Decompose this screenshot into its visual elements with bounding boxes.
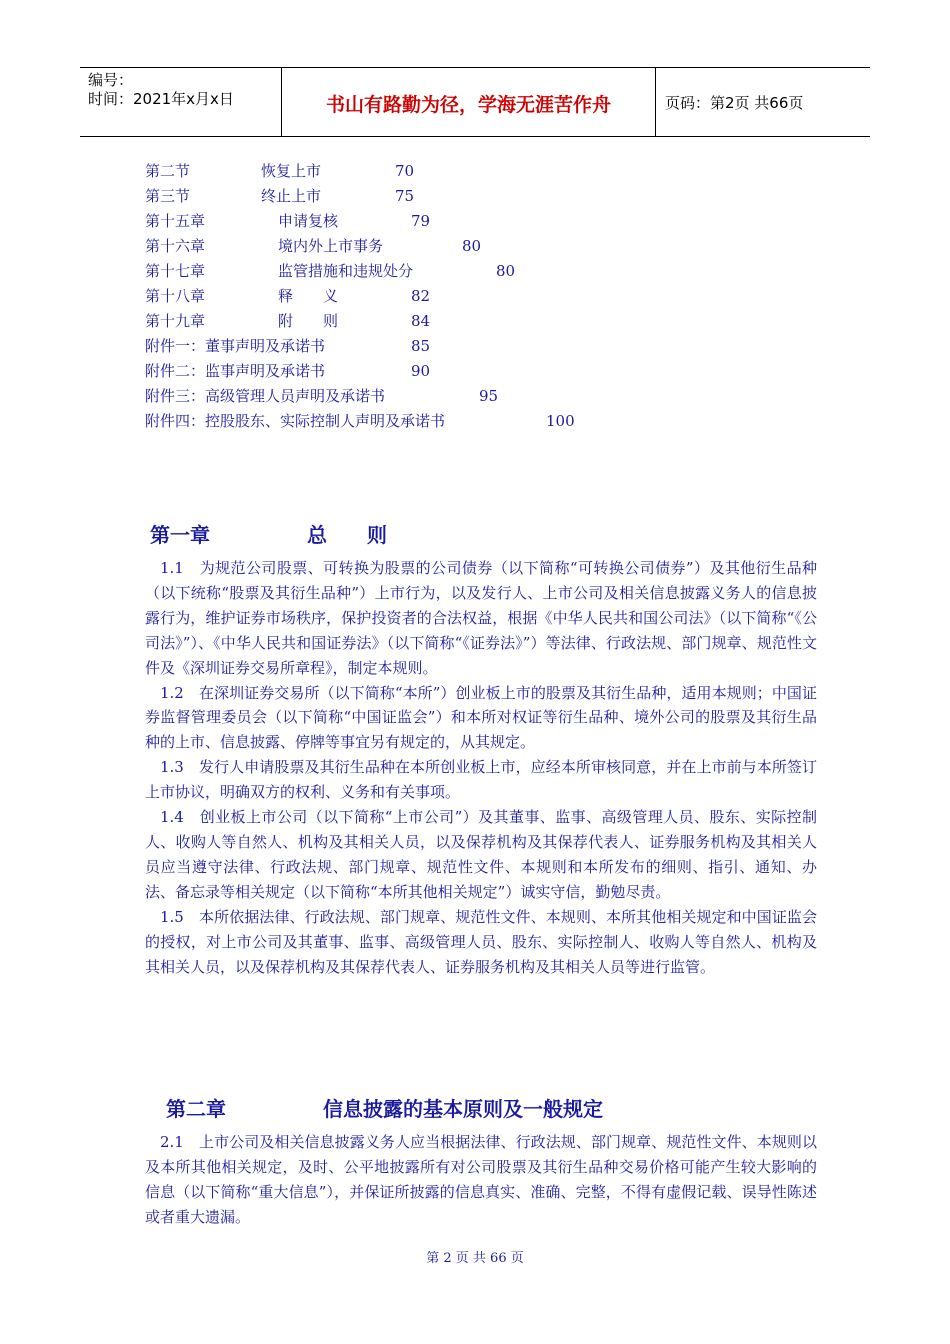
toc-row (145, 184, 745, 209)
toc-section: 附件一：董事声明及承诺书 (145, 337, 326, 355)
toc-title: 监管措施和违规处分 (278, 262, 414, 280)
article-paragraph: 1.3 发行人申请股票及其衍生品种在本所创业板上市，应经本所审核同意，并在上市前与本所签订上市协议，明确双方的权利、义务和有关事项。 (145, 758, 817, 802)
toc-section: 第十九章 (145, 312, 206, 330)
header-motto: 书山有路勤为径，学海无涯苦作舟 (325, 94, 611, 116)
toc-section: 第十七章 (145, 262, 206, 280)
article-paragraph: 2.1 上市公司及相关信息披露义务人应当根据法律、行政法规、部门规章、规范性文件、本规则以及本所其他相关规定，及时、公平地披露所有对公司股票及其衍生品种交易价格可能产生较大影响的信息（以下简称“重大信息”），并保证所披露的信息真实、准确、完整，不得有虚假记载、误导性陈述或者重大遗漏。 (145, 1133, 817, 1226)
toc-row (145, 284, 745, 309)
header-page-number: 页码：第2页 共66页 (665, 94, 804, 112)
toc-page: 84 (411, 312, 431, 330)
header-divider (655, 68, 656, 136)
toc-title: 释 义 (278, 287, 339, 305)
toc-section: 第十八章 (145, 287, 206, 305)
toc-section: 附件三：高级管理人员声明及承诺书 (145, 387, 386, 405)
toc-row (145, 234, 745, 259)
toc-section: 第十六章 (145, 237, 206, 255)
toc-page: 70 (395, 162, 415, 180)
toc-page: 82 (411, 287, 431, 305)
toc-title: 申请复核 (278, 212, 339, 230)
toc-row (145, 159, 745, 184)
toc-section: 第三节 (145, 187, 191, 205)
toc-section: 附件二：监事声明及承诺书 (145, 362, 326, 380)
toc-row (145, 409, 745, 434)
chapter-title: 信息披露的基本原则及一般规定 (323, 1097, 603, 1121)
page-header (80, 67, 870, 137)
toc-section: 第十五章 (145, 212, 206, 230)
chapter-number: 第一章 (150, 523, 210, 547)
toc-page: 85 (411, 337, 431, 355)
article-paragraph: 1.2 在深圳证券交易所（以下简称“本所”）创业板上市的股票及其衍生品种，适用本规则；中国证券监督管理委员会（以下简称“中国证监会”）和本所对权证等衍生品种、境外公司的股票及其衍生品种的上市、信息披露、停牌等事宜另有规定的，从其规定。 (145, 683, 817, 752)
document-number-label: 编号： (88, 71, 134, 89)
toc-title: 恢复上市 (261, 162, 322, 180)
article-paragraph: 1.1 为规范公司股票、可转换为股票的公司债券（以下简称“可转换公司债券”）及其他衍生品种（以下统称“股票及其衍生品种”）上市行为，以及发行人、上市公司及相关信息披露义务人的信息披露行为，维护证券市场秩序，保护投资者的合法权益，根据《中华人民共和国公司法》（以下简称“《公司法》”）、《中华人民共和国证券法》（以下简称“《证券法》”）等法律、行政法规、部门规章、规范性文件及《深圳证券交易所章程》，制定本规则。 (145, 559, 817, 677)
header-meta (88, 71, 234, 109)
toc-row (145, 209, 745, 234)
chapter-heading (166, 1093, 766, 1119)
document-time-label: 时间：2021年x月x日 (88, 90, 234, 108)
toc-section: 第二节 (145, 162, 191, 180)
toc-title: 附 则 (278, 312, 339, 330)
chapter-body (145, 556, 817, 979)
chapter-number: 第二章 (166, 1097, 226, 1121)
toc-page: 79 (411, 212, 431, 230)
toc-page: 90 (411, 362, 431, 380)
toc-row (145, 359, 745, 384)
chapter-body (145, 1130, 817, 1230)
toc-page: 75 (395, 187, 415, 205)
toc-page: 95 (479, 387, 499, 405)
table-of-contents (145, 159, 745, 434)
toc-row (145, 259, 745, 284)
toc-page: 80 (462, 237, 482, 255)
toc-page: 100 (546, 412, 575, 430)
chapter-heading (150, 519, 550, 545)
toc-row (145, 309, 745, 334)
toc-title: 终止上市 (261, 187, 322, 205)
article-paragraph: 1.4 创业板上市公司（以下简称“上市公司”）及其董事、监事、高级管理人员、股东、实际控制人、收购人等自然人、机构及其相关人员，以及保荐机构及其保荐代表人、证券服务机构及其相关人员应当遵守法律、行政法规、部门规章、规范性文件、本规则和本所发布的细则、指引、通知、办法、备忘录等相关规定（以下简称“本所其他相关规定”）诚实守信，勤勉尽责。 (145, 808, 817, 901)
toc-row (145, 334, 745, 359)
article-paragraph: 1.5 本所依据法律、行政法规、部门规章、规范性文件、本规则、本所其他相关规定和中国证监会的授权，对上市公司及其董事、监事、高级管理人员、股东、实际控制人、收购人等自然人、机构及其相关人员，以及保荐机构及其保荐代表人、证券服务机构及其相关人员等进行监管。 (145, 907, 817, 976)
toc-title: 境内外上市事务 (278, 237, 384, 255)
toc-section: 附件四：控股股东、实际控制人声明及承诺书 (145, 412, 446, 430)
toc-row (145, 384, 745, 409)
chapter-title: 总 则 (307, 523, 387, 547)
page-footer: 第 2 页 共 66 页 (426, 1251, 524, 1266)
toc-page: 80 (496, 262, 516, 280)
